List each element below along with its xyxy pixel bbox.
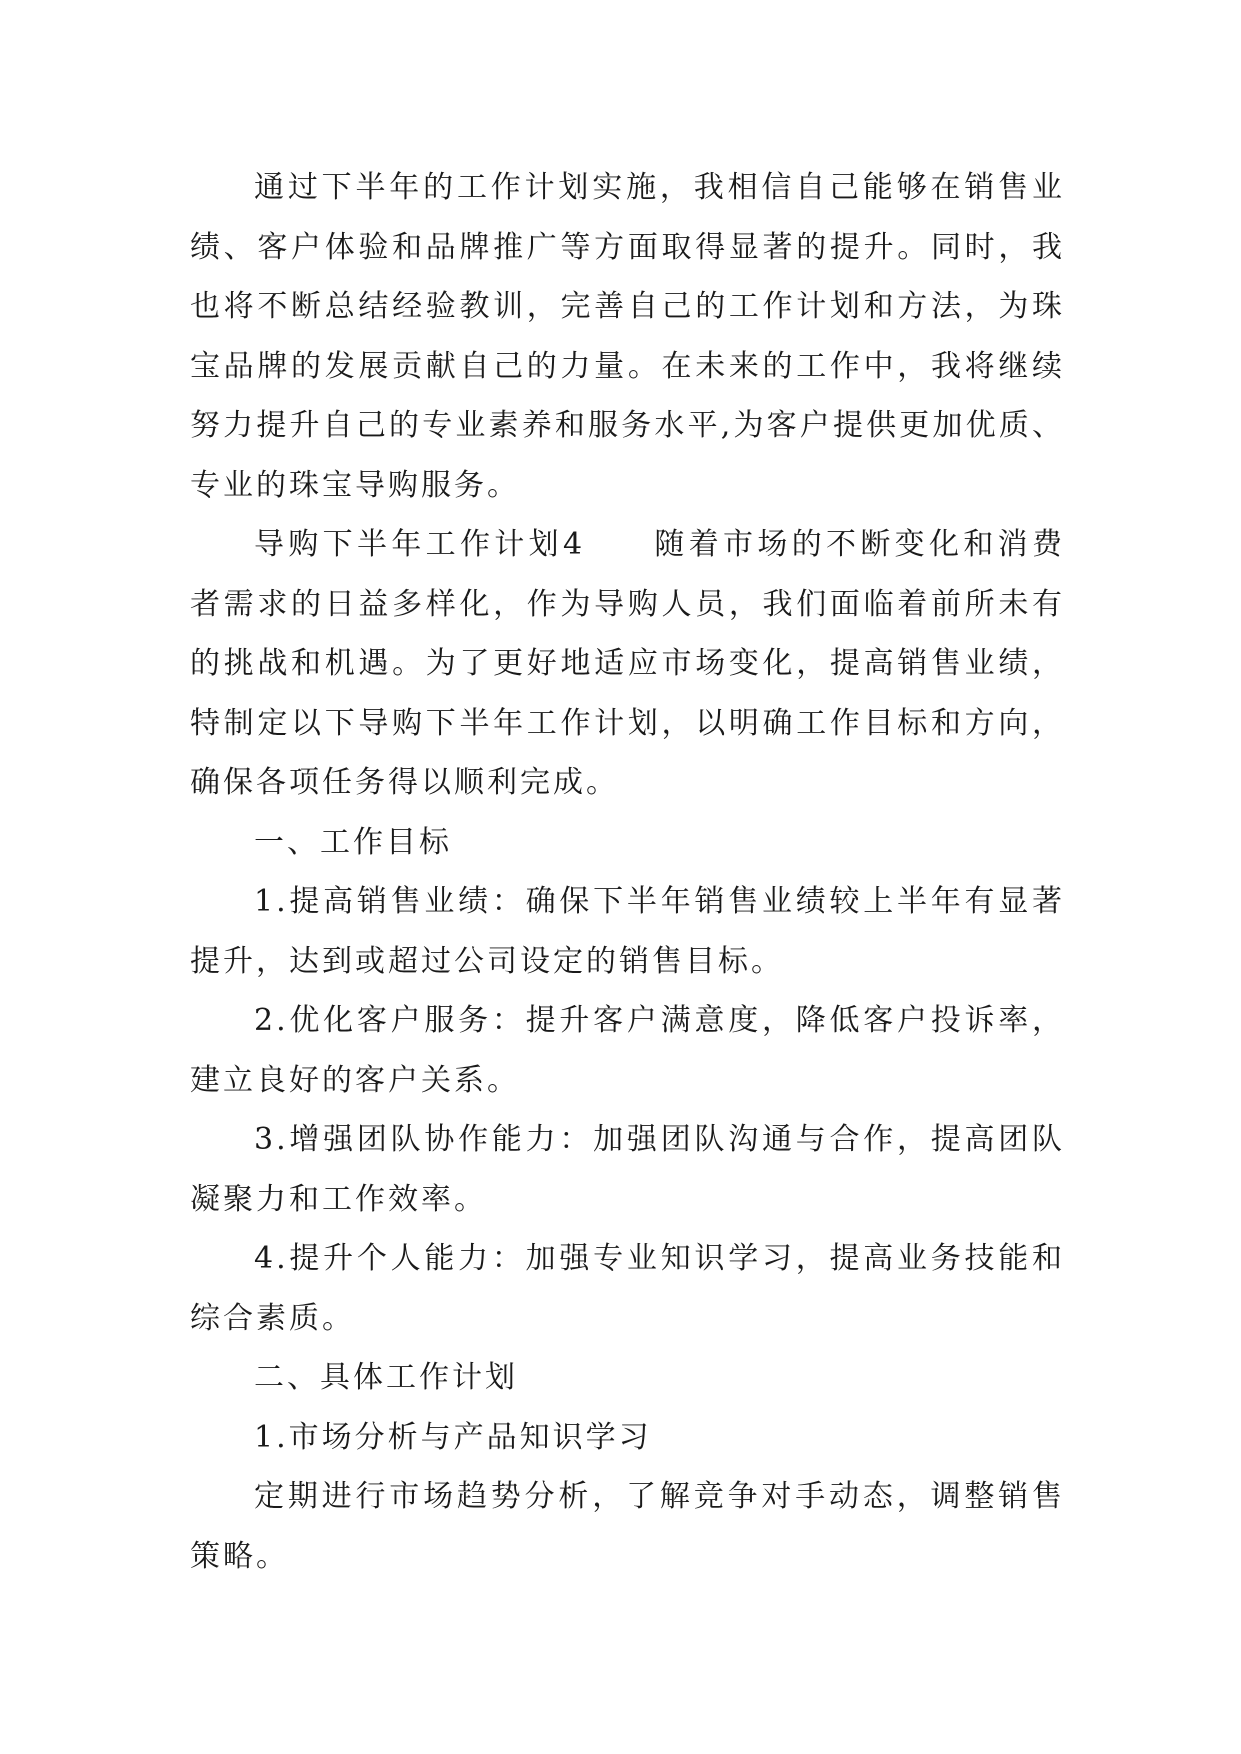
goal-item-1: 1.提高销售业绩：确保下半年销售业绩较上半年有显著提升，达到或超过公司设定的销售目标。: [190, 884, 1065, 979]
goal-item-2: 2.优化客户服务：提升客户满意度，降低客户投诉率，建立良好的客户关系。: [190, 1003, 1065, 1098]
plan-item-1-title: 1.市场分析与产品知识学习: [254, 1419, 652, 1455]
heading-work-goals: 一、工作目标: [254, 824, 452, 860]
paragraph-section-intro: [190, 515, 1065, 813]
section-intro-text: 随着市场的不断变化和消费者需求的日益多样化，作为导购人员，我们面临着前所未有的挑战和机遇。为了更好地适应市场变化，提高销售业绩，特制定以下导购下半年工作计划，以明确工作目标和方向，确保各项任务得以顺利完成。: [190, 527, 1065, 800]
section-heading: 导购下半年工作计划4: [254, 527, 586, 562]
document-body: [190, 158, 1065, 1586]
heading-work-plan: 二、具体工作计划: [254, 1360, 518, 1395]
paragraph-conclusion: 通过下半年的工作计划实施，我相信自己能够在销售业绩、客户体验和品牌推广等方面取得显著的提升。同时，我也将不断总结经验教训，完善自己的工作计划和方法，为珠宝品牌的发展贡献自己的力量。在未来的工作中，我将继续努力提升自己的专业素养和服务水平,为客户提供更加优质、专业的珠宝导购服务。: [190, 170, 1065, 503]
goal-item-4: 4.提升个人能力：加强专业知识学习，提高业务技能和综合素质。: [190, 1241, 1065, 1336]
goal-item-3: 3.增强团队协作能力：加强团队沟通与合作，提高团队凝聚力和工作效率。: [190, 1122, 1065, 1217]
plan-item-1-body: 定期进行市场趋势分析，了解竞争对手动态，调整销售策略。: [190, 1479, 1065, 1574]
